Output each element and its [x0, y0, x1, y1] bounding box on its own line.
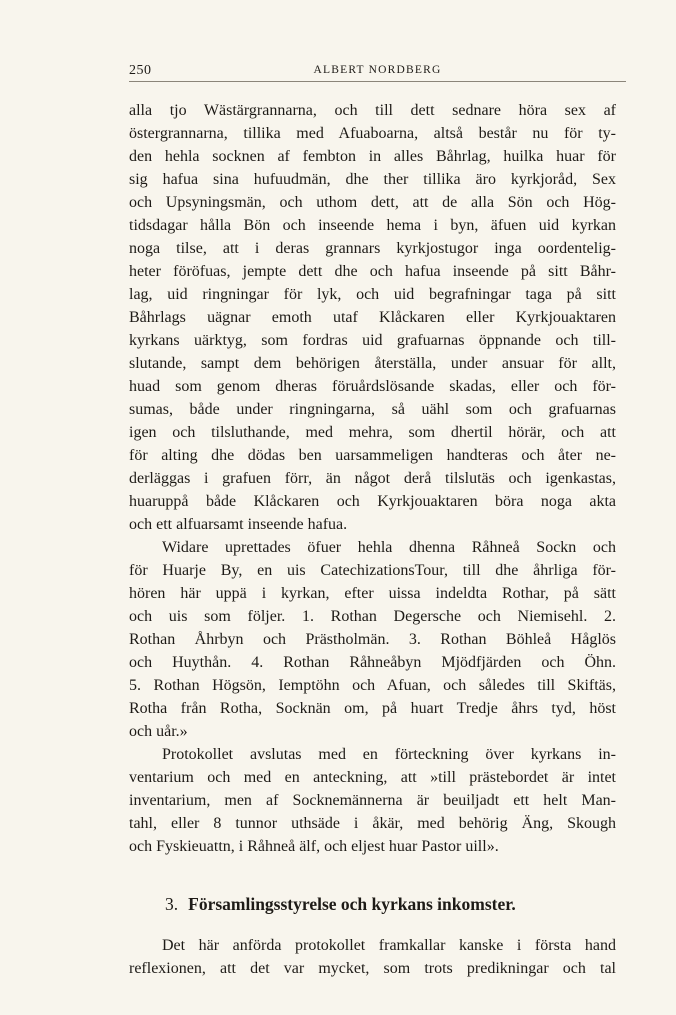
text-line: 5. Rothan Högsön, Iemptöhn och Afuan, och således till Skiftäs, — [129, 677, 616, 694]
text-line: sig hafua sina hufuudmän, dhe ther tillika äro kyrkjoråd, Sex — [129, 171, 616, 188]
text-line: hören här uppä i kyrkan, efter uissa indeldta Rothar, på sätt — [129, 585, 616, 602]
text-line: och uår.» — [129, 723, 188, 740]
text-line: inventarium, men af Socknemännerna är beuiljadt ett helt Man- — [129, 792, 616, 809]
text-line: Widare uprettades öfuer hehla dhenna Råhneå Sockn och — [162, 539, 616, 556]
section-number: 3. — [165, 894, 179, 914]
text-line: Rothan Åhrbyn och Prästholmän. 3. Rothan Böhleå Håglös — [129, 631, 616, 648]
text-line: östergrannarna, tillika med Afuaboarna, altså består nu för ty- — [129, 125, 616, 142]
text-line: Båhrlags uägnar emoth utaf Klåckaren eller Kyrkjouaktaren — [129, 309, 616, 326]
text-line: den hehla socknen af fembton in alles Båhrlag, huilka huar för — [129, 148, 616, 165]
text-line: lag, uid ringningar för lyk, och uid begrafningar taga på sitt — [129, 286, 616, 303]
text-line: alla tjo Wästärgrannarna, och till dett sednare höra sex af — [129, 102, 616, 119]
text-line: för Huarje By, en uis CatechizationsTour, till dhe åhrliga för- — [129, 562, 616, 579]
page-number: 250 — [129, 63, 152, 78]
page-header — [129, 63, 626, 82]
text-line: Rotha från Rotha, Socknän om, på huart Tredje åhrs tyd, höst — [129, 700, 616, 717]
section-heading — [165, 890, 585, 918]
text-line: kyrkans uärktyg, som fordras uid grafuarnas öppnande och till- — [129, 332, 616, 349]
text-line: heter föröfuas, jempte dett dhe och hafua inseende på sitt Båhr- — [129, 263, 616, 280]
text-line: noga tilse, att i deras grannars kyrkjostugor inga oordentelig- — [129, 240, 616, 257]
text-line: och Fyskieuattn, i Råhneå älf, och eljest huar Pastor uill». — [129, 838, 499, 855]
text-line: för alting dhe dödas ben uarsammeligen handteras och åter ne- — [129, 447, 616, 464]
text-line: sumas, både under ringningarna, så uähl som och grafuarnas — [129, 401, 616, 418]
text-line: derläggas i grafuen förr, än något derå tilslutäs och igenkastas, — [129, 470, 616, 487]
text-line: huaruppå både Klåckaren och Kyrkjouaktaren böra noga akta — [129, 493, 616, 510]
text-line: huad som genom dheras föruårdslösande skadas, eller och för- — [129, 378, 616, 395]
text-line: och ett alfuarsamt inseende hafua. — [129, 516, 348, 533]
text-line: tahl, eller 8 tunnor uthsäde i åkär, med behörig Äng, Skough — [129, 815, 616, 832]
text-line: reflexionen, att det var mycket, som trots predikningar och tal — [129, 960, 616, 977]
text-line: och Huythån. 4. Rothan Råhneåbyn Mjödfjärden och Öhn. — [129, 654, 616, 671]
text-line: och Upsyningsmän, och uthom dett, att de alla Sön och Hög- — [129, 194, 616, 211]
text-line: tidsdagar hålla Bön och inseende hema i byn, äfuen uid kyrkan — [129, 217, 616, 234]
text-line: Protokollet avslutas med en förteckning över kyrkans in- — [162, 746, 616, 763]
text-line: igen och tilsluthande, med mehra, som dhertil hörär, och att — [129, 424, 616, 441]
text-line: slutande, sampt dem behörigen återställa, under ansuar för allt, — [129, 355, 616, 372]
text-line: ventarium och med en anteckning, att »till prästebordet är intet — [129, 769, 616, 786]
running-head: ALBERT NORDBERG — [313, 64, 442, 76]
text-line: och uis som följer. 1. Rothan Degersche och Niemisehl. 2. — [129, 608, 616, 625]
section-title: Församlingsstyrelse och kyrkans inkomster. — [188, 894, 516, 914]
text-line: Det här anförda protokollet framkallar kanske i första hand — [162, 937, 616, 954]
